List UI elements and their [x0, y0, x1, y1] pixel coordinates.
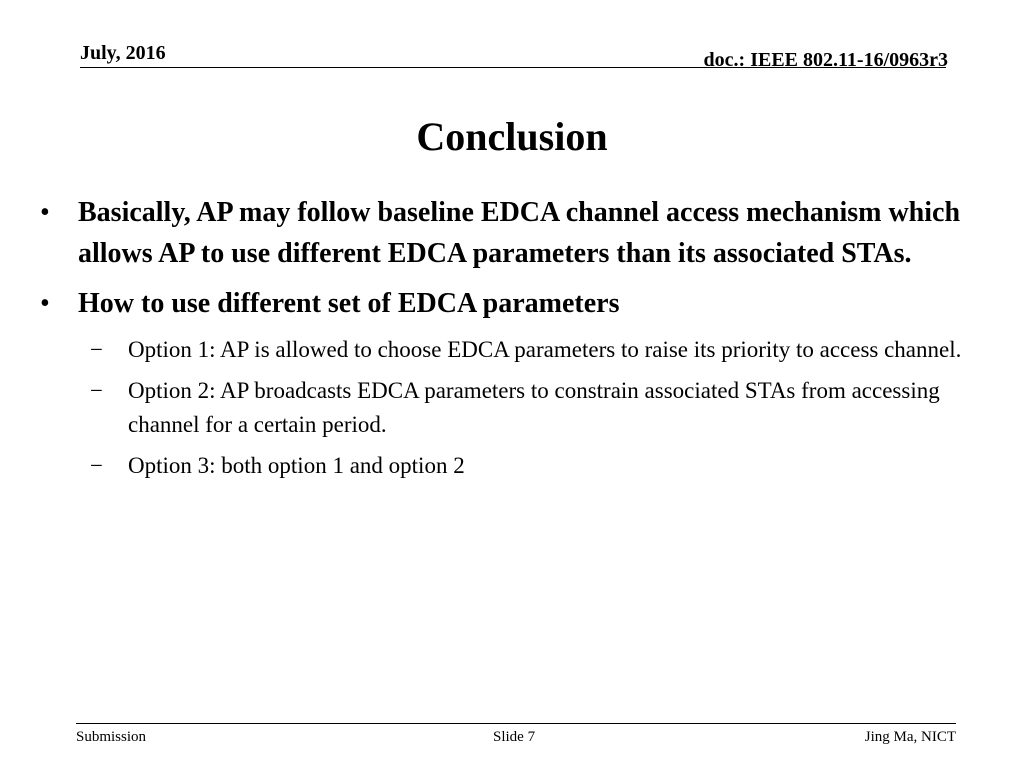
sub-bullet-item: [40, 449, 1015, 483]
footer-divider: [76, 723, 956, 724]
footer-slide-number: Slide 7: [493, 729, 536, 745]
slide-title: Conclusion: [416, 114, 608, 159]
sub-bullet-item: [40, 374, 1015, 442]
footer-submission: Submission: [76, 729, 147, 745]
bullet-item: [40, 192, 1015, 274]
dash-marker: −: [90, 378, 103, 403]
footer-author: Jing Ma, NICT: [864, 729, 956, 745]
header-divider: [80, 67, 946, 68]
bullet-text: Basically, AP may follow baseline EDCA channel access mechanism which allows AP to use different EDCA parameters than its associated STAs.: [78, 197, 961, 269]
sub-bullet-text: Option 3: both option 1 and option 2: [128, 453, 465, 478]
sub-bullet-text: Option 2: AP broadcasts EDCA parameters to constrain associated STAs from accessing channel for a certain period.: [128, 378, 940, 437]
header-doc-id: doc.: IEEE 802.11-16/0963r3: [703, 49, 948, 71]
sub-bullet-text: Option 1: AP is allowed to choose EDCA parameters to raise its priority to access channel.: [128, 337, 962, 362]
sub-bullet-item: [40, 333, 1015, 367]
dash-marker: −: [90, 337, 103, 362]
slide-body: [40, 192, 1015, 490]
bullet-text: How to use different set of EDCA parameters: [78, 288, 620, 319]
bullet-marker: •: [40, 288, 50, 319]
bullet-item: [40, 283, 1015, 324]
header-date: July, 2016: [80, 42, 166, 64]
dash-marker: −: [90, 453, 103, 478]
bullet-marker: •: [40, 197, 50, 228]
